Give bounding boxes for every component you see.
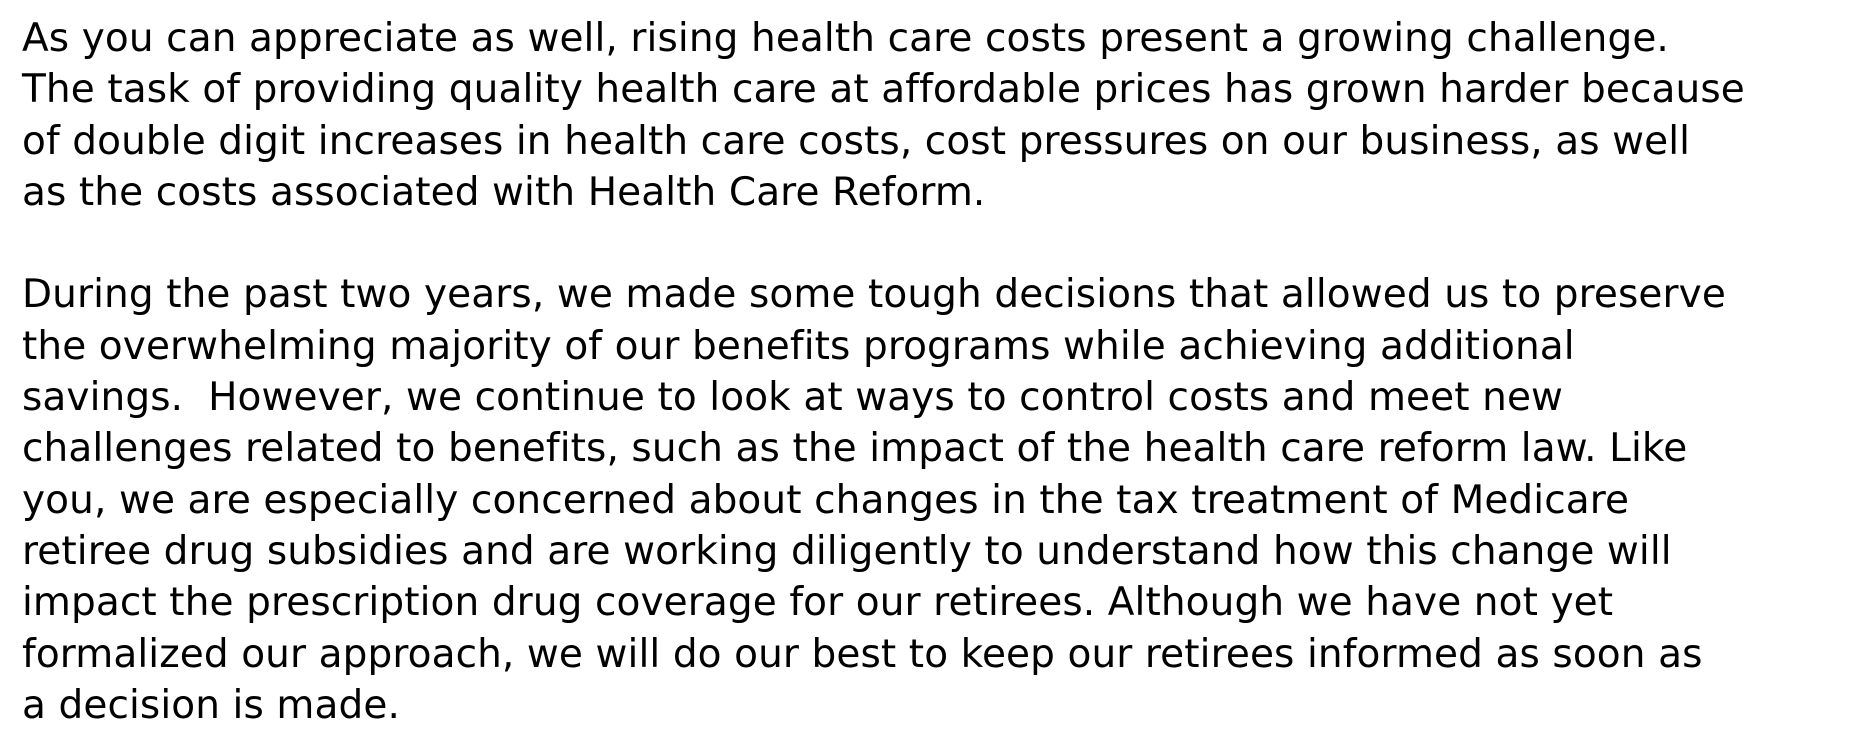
text-line: As you can appreciate as well, rising health care costs present a growing challenge. — [22, 16, 1669, 61]
text-line: impact the prescription drug coverage for our retirees. Although we have not yet — [22, 580, 1614, 626]
text-line: as the costs associated with Health Care Reform. — [22, 169, 986, 215]
text-line: formalized our approach, we will do our best to keep our retirees informed as soon as — [22, 631, 1703, 677]
paragraph-health-care-costs — [22, 13, 1852, 218]
text-line: a decision is made. — [22, 682, 400, 728]
text-line: savings. However, we continue to look at ways to control costs and meet new — [22, 375, 1564, 421]
text-line: The task of providing quality health care at affordable prices has grown harder because — [22, 67, 1745, 113]
text-line: challenges related to benefits, such as the impact of the health care reform law. Like — [22, 426, 1688, 472]
text-line: retiree drug subsidies and are working diligently to understand how this change will — [22, 528, 1672, 574]
text-line: During the past two years, we made some tough decisions that allowed us to preserve — [22, 272, 1726, 318]
text-line: the overwhelming majority of our benefits programs while achieving additional — [22, 323, 1575, 369]
text-line: you, we are especially concerned about changes in the tax treatment of Medicare — [22, 477, 1630, 523]
text-line: of double digit increases in health care costs, cost pressures on our business, as well — [22, 118, 1691, 164]
paragraph-benefits-decisions — [22, 269, 1852, 731]
document-body — [22, 13, 1852, 731]
